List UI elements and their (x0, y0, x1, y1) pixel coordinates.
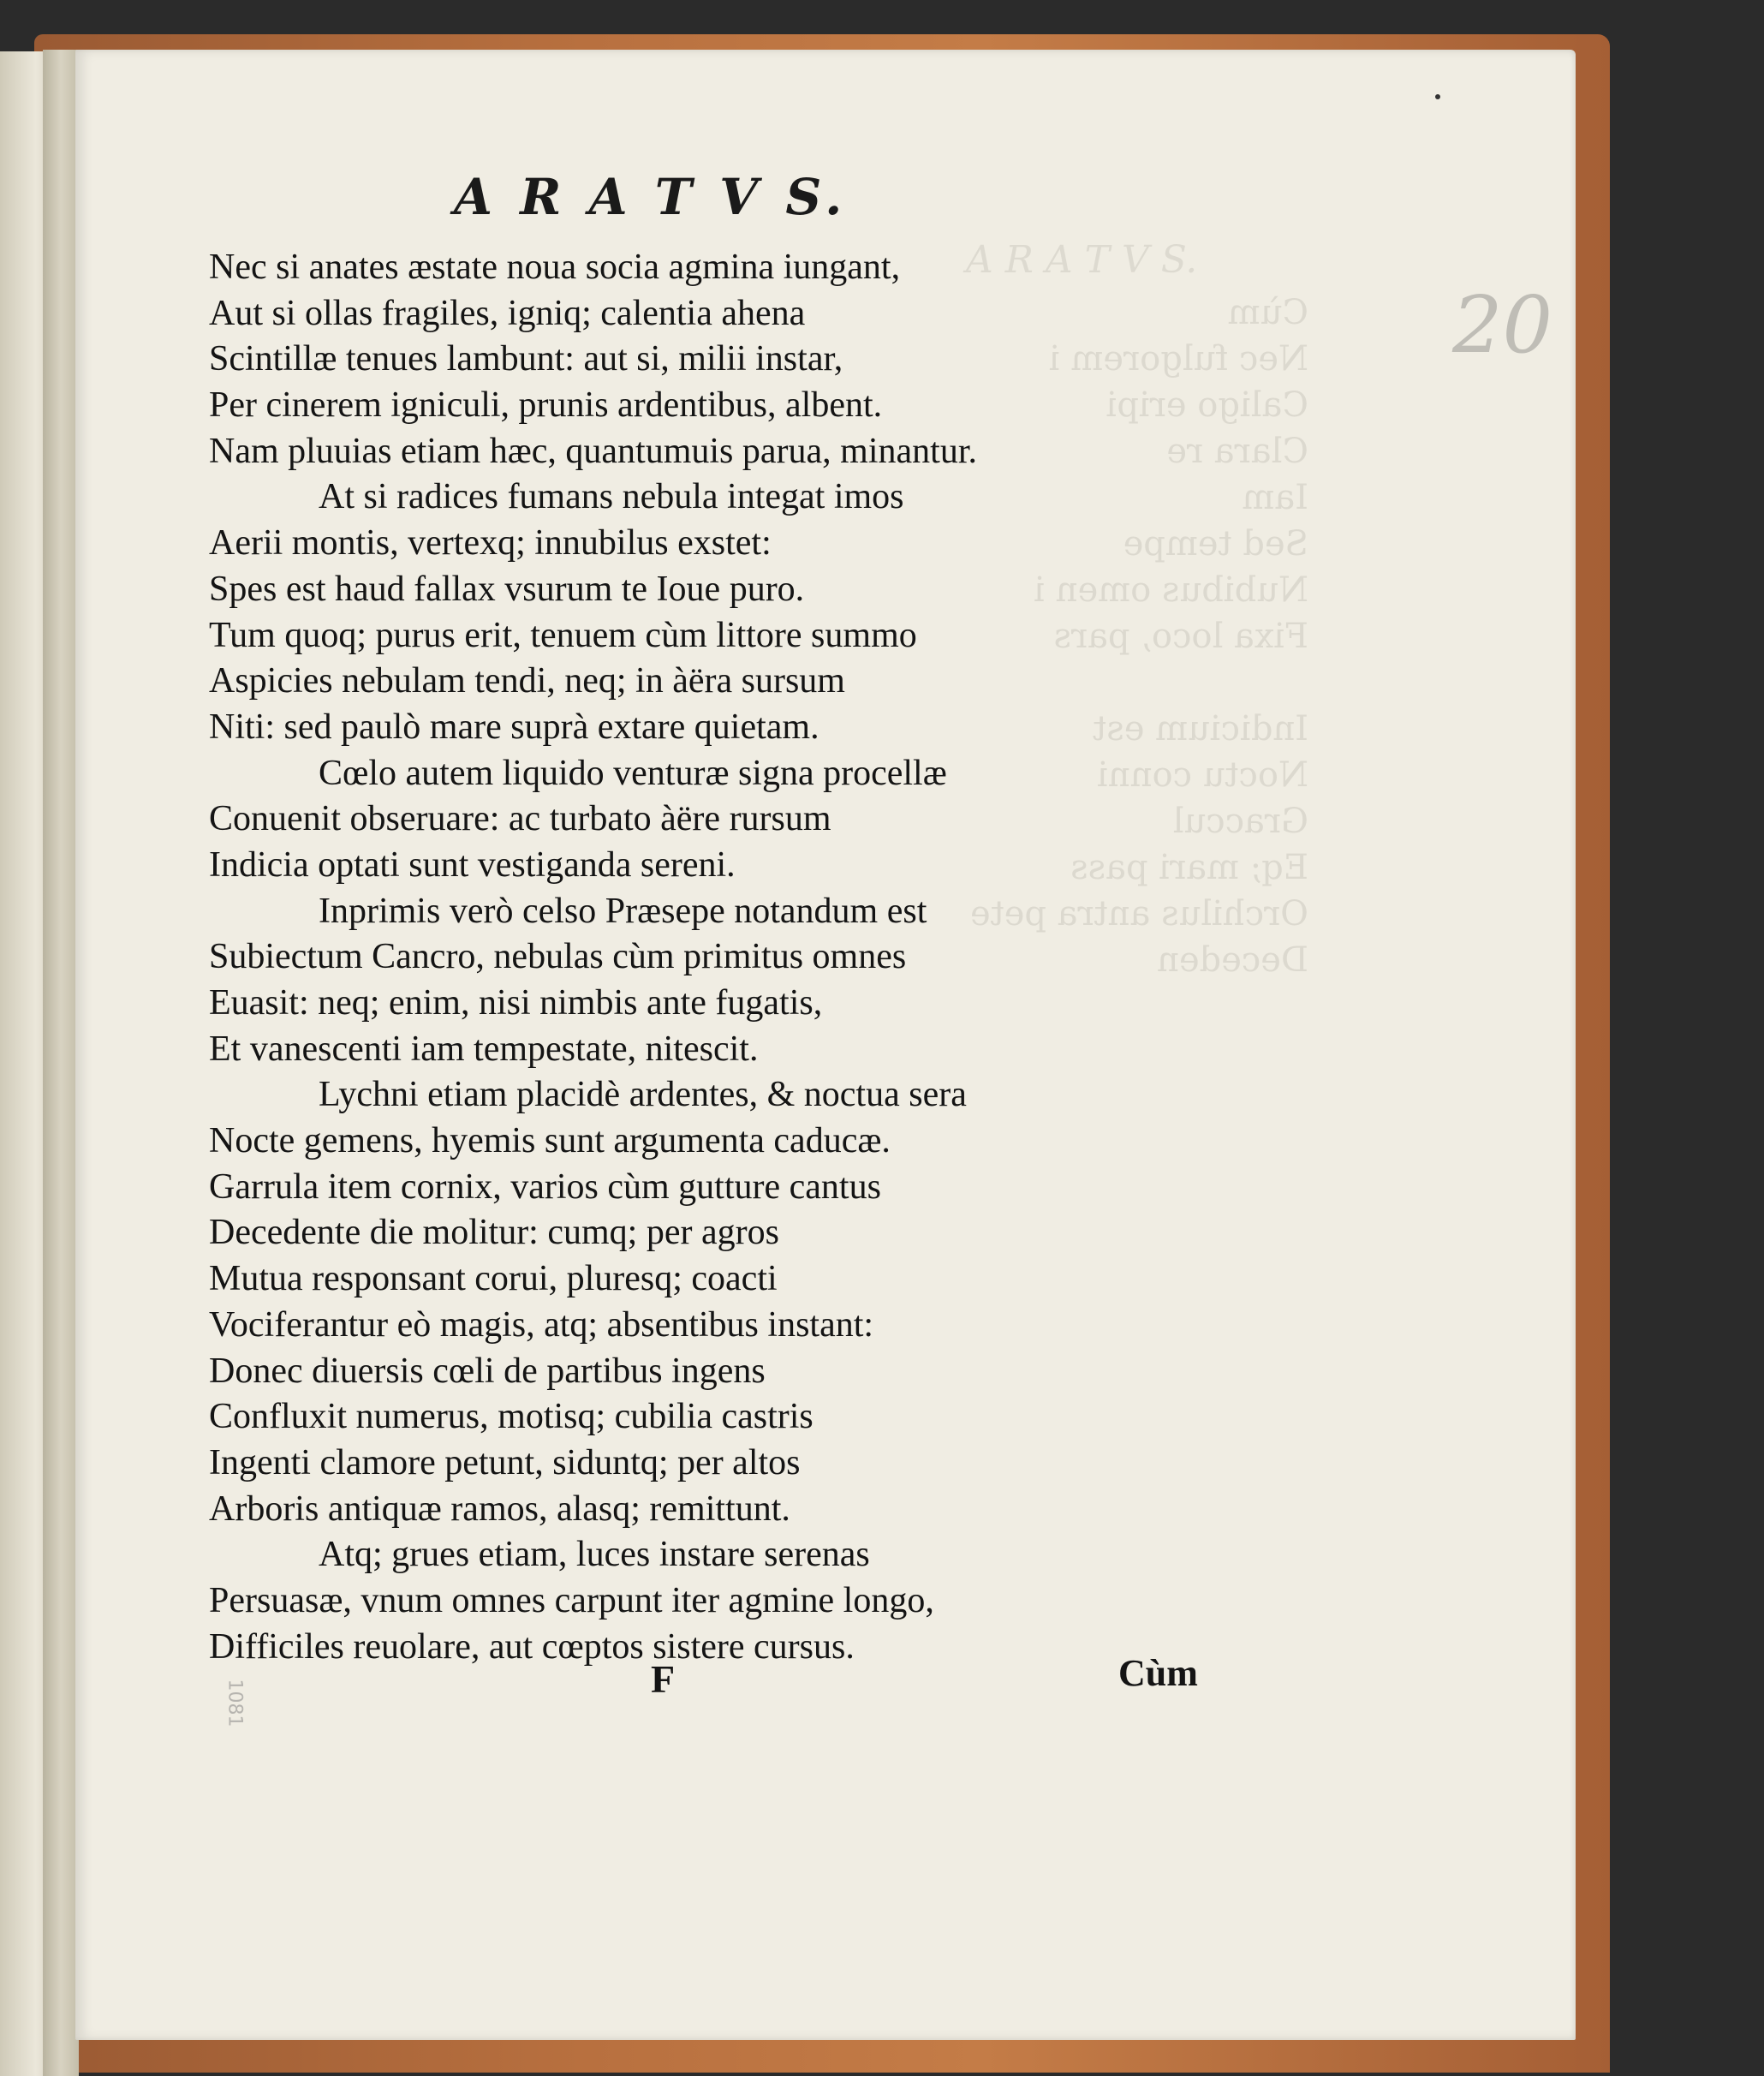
verse-line: Et vanescenti iam tempestate, nitescit. (209, 1029, 759, 1069)
verse-line: Confluxit numerus, motisq; cubilia castris (209, 1397, 813, 1437)
verse-line: Inprimis verò celso Præsepe notandum est (319, 891, 927, 931)
show-through-head: A R A T V S. (966, 238, 1198, 282)
verse-line: Aerii montis, vertexq; innubilus exstet: (209, 523, 772, 564)
verse-line: Donec diuersis cœli de partibus ingens (209, 1351, 766, 1391)
verse-line: Arboris antiquæ ramos, alasq; remittunt. (209, 1488, 790, 1529)
verse-line: Nocte gemens, hyemis sunt argumenta caducæ. (209, 1121, 891, 1161)
verse-line: Niti: sed paulò mare suprà extare quietam. (209, 707, 819, 747)
verse-line: Vociferantur eò magis, atq; absentibus instant: (209, 1304, 874, 1345)
verse-line: Aspicies nebulam tendi, neq; in àëra sursum (209, 661, 845, 701)
verse-line: At si radices fumans nebula integat imos (319, 477, 904, 517)
verse-line: Subiectum Cancro, nebulas cùm primitus omnes (209, 937, 907, 977)
verse-line: Ingenti clamore petunt, siduntq; per altos (209, 1442, 801, 1482)
speck (1435, 94, 1440, 99)
running-head: A R A T V S. (454, 168, 848, 226)
verse-block (209, 245, 1219, 1670)
verse-line: Decedente die molitur: cumq; per agros (209, 1213, 779, 1253)
verse-line: Lychni etiam placidè ardentes, & noctua sera (319, 1075, 967, 1115)
verse-line: Difficiles reuolare, aut cœptos sistere cursus. (209, 1626, 855, 1667)
verse-line: Aut si ollas fragiles, igniq; calentia ahena (209, 293, 806, 333)
verse-line: Indicia optati sunt vestiganda sereni. (209, 844, 736, 885)
verse-line: Mutua responsant corui, pluresq; coacti (209, 1259, 778, 1299)
verse-line: Nam pluuias etiam hæc, quantumuis parua, minantur. (209, 431, 977, 471)
verse-line: Scintillæ tenues lambunt: aut si, milii instar, (209, 339, 843, 379)
pencil-folio-mark: 20 (1452, 279, 1553, 371)
page-gutter (43, 50, 79, 2076)
verse-line: Cœlo autem liquido venturæ signa procellæ (319, 753, 947, 793)
margin-note: 1081 (223, 1679, 246, 1727)
verse-line: Nec si anates æstate noua socia agmina iungant, (209, 248, 901, 287)
verse-line: Garrula item cornix, varios cùm gutture cantus (209, 1166, 881, 1207)
show-through-text: Cùm Nec fulgorem i Caligo eripi Clara re Iam Sed tempe Nubibus omen i Fixa loco, pars Indicium est Noctu conni Graccul Eq; mari pass Orchilus antra pete Deceden (969, 293, 1308, 980)
signature-mark: F (651, 1657, 676, 1701)
verse-line: Euasit: neq; enim, nisi nimbis ante fugatis, (209, 983, 823, 1023)
verse-line: Per cinerem igniculi, prunis ardentibus, albent. (209, 385, 883, 426)
verse-line: Conuenit obseruare: ac turbato àëre rursum (209, 799, 831, 839)
verse-line: Spes est haud fallax vsurum te Ioue puro. (209, 569, 805, 609)
verse-line: Persuasæ, vnum omnes carpunt iter agmine longo, (209, 1580, 934, 1620)
verse-line: Atq; grues etiam, luces instare serenas (319, 1535, 870, 1575)
catchword: Cùm (1118, 1652, 1198, 1694)
verse-line: Tum quoq; purus erit, tenuem cùm littore summo (209, 615, 917, 655)
